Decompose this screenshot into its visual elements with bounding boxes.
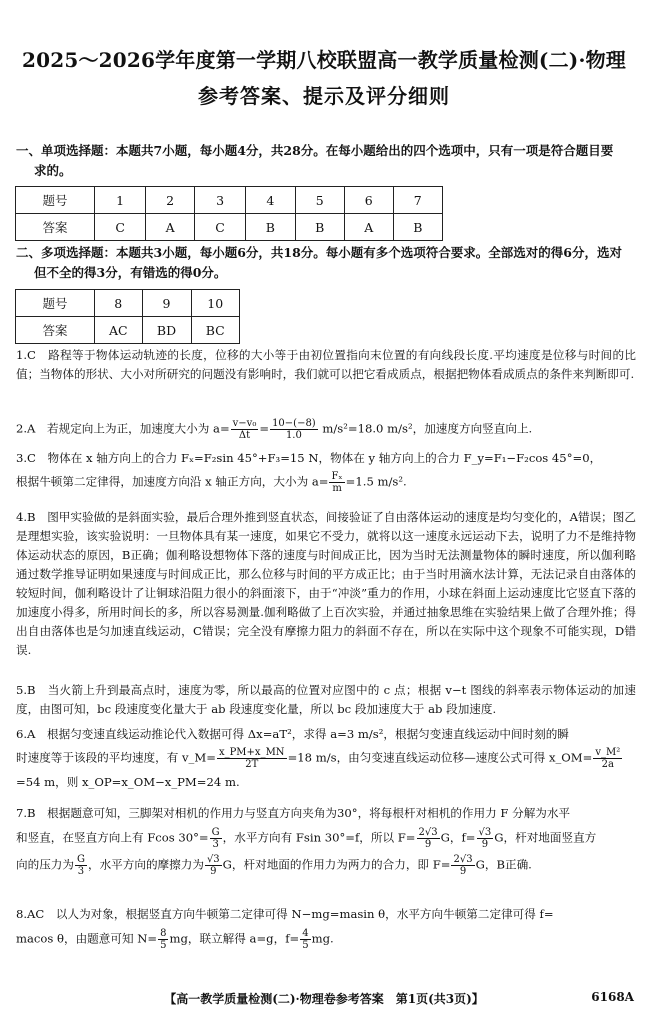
text-run: =	[259, 421, 270, 436]
denominator: 1.0	[285, 430, 302, 441]
text-line: 3.C 物体在 x 轴方向上的合力 Fₓ=F₂sin 45°+F₃=15 N，物体在 y 轴方向上的合力 F_y=F₁−F₂cos 45°=0，	[16, 451, 602, 465]
text-run: 和竖直，在竖直方向上有 Fcos 30°=	[16, 830, 209, 845]
text-run: 2.A 若规定向上为正，加速度大小为 a=	[16, 421, 230, 436]
numerator: √3	[478, 827, 492, 838]
text-run: 时速度等于该段的平均速度，有 v_M=	[16, 750, 216, 765]
question-number: 9	[142, 290, 191, 317]
answer-cell: A	[344, 214, 393, 241]
document-title: 2025～2026学年度第一学期八校联盟高一教学质量检测(二)·物理	[21, 48, 627, 72]
numerator: v−v₀	[232, 418, 257, 429]
explanation-8	[16, 905, 636, 951]
fraction	[593, 747, 622, 770]
question-number: 1	[95, 187, 146, 214]
denominator: 9	[459, 866, 467, 877]
fraction	[417, 827, 440, 850]
question-number: 7	[393, 187, 442, 214]
numerator: 2√3	[418, 827, 438, 838]
page-footer: 【高一教学质量检测(二)·物理卷参考答案 第1页(共3页)】	[164, 992, 484, 1006]
row-label-answer: 答案	[16, 317, 95, 344]
text-run: ，水平方向有 Fsin 30°=f，所以 F=	[222, 830, 416, 845]
explanation-3	[16, 449, 636, 494]
denominator: 3	[77, 866, 85, 877]
denominator: 5	[302, 940, 309, 951]
table-row	[16, 187, 443, 214]
text-run: G，杆对地面竖直方	[494, 830, 597, 845]
section2-heading	[16, 243, 638, 283]
question-number: 5	[295, 187, 344, 214]
explanation-6	[16, 725, 636, 792]
text-run: G，杆对地面的作用力为两力的合力，即 F=	[222, 857, 451, 872]
text-line	[16, 471, 636, 494]
answer-cell: B	[393, 214, 442, 241]
document-code: 6168A	[591, 990, 634, 1004]
section1-answer-table	[15, 186, 443, 241]
text-run: ，水平方向的摩擦力为	[87, 857, 204, 872]
explanation-2	[16, 418, 636, 441]
explanation-5: 5.B 当火箭上升到最高点时，速度为零，所以最高的位置对应图中的 c 点；根据 v−t 图线的斜率表示物体运动的加速度，由图可知，bc 段速度变化量大于 ab 段速度变化量，所以 bc 段加速度大于 ab 段加速度.	[16, 683, 636, 716]
numerator: 4	[302, 928, 309, 939]
question-number: 2	[146, 187, 195, 214]
numerator: 8	[160, 928, 167, 939]
denominator: 2a	[601, 759, 614, 770]
answer-cell: A	[146, 214, 195, 241]
fraction	[231, 418, 259, 441]
question-number: 4	[246, 187, 295, 214]
fraction	[217, 747, 287, 770]
question-number: 3	[194, 187, 245, 214]
answer-cell: C	[194, 214, 245, 241]
denominator: m	[332, 483, 342, 494]
answer-cell: BD	[142, 317, 191, 344]
fraction	[75, 854, 87, 877]
text-run: mg，联立解得 a=g，f=	[169, 931, 300, 946]
fraction	[270, 418, 318, 441]
table-row	[16, 214, 443, 241]
text-line: 8.AC 以人为对象，根据竖直方向牛顿第二定律可得 N−mg=masin θ，水平方向牛顿第二定律可得 f=	[16, 907, 554, 921]
text-run: macos θ，由题意可知 N=	[16, 931, 158, 946]
text-line	[16, 827, 636, 850]
numerator: x_PM+x_MN	[218, 747, 285, 758]
section2-line1: 二、多项选择题：本题共3小题，每小题6分，共18分。每小题有多个选项符合要求。全部选对的得6分，选对	[16, 245, 622, 260]
text-run: G，B正确.	[475, 857, 532, 872]
section1-heading	[16, 141, 638, 181]
denominator: 3	[212, 839, 219, 850]
text-run: mg.	[311, 931, 334, 946]
text-line	[16, 747, 636, 770]
numerator: 10−(−8)	[272, 418, 316, 429]
answer-cell: B	[246, 214, 295, 241]
question-number: 6	[344, 187, 393, 214]
denominator: Δt	[238, 430, 251, 441]
denominator: 2T	[245, 759, 259, 770]
text-line	[16, 928, 636, 951]
fraction	[210, 827, 222, 850]
fraction	[300, 928, 310, 951]
section2-answer-table	[15, 289, 240, 344]
fraction	[451, 854, 474, 877]
row-label-question: 题号	[16, 290, 95, 317]
text-run: 根据牛顿第二定律得，加速度方向沿 x 轴正方向，大小为 a=	[16, 474, 329, 489]
numerator: √3	[206, 854, 220, 865]
denominator: 9	[210, 866, 217, 877]
table-row	[16, 317, 240, 344]
text-line: 6.A 根据匀变速直线运动推论代入数据可得 Δx=aT²，求得 a=3 m/s²，根据匀变速直线运动中间时刻的瞬	[16, 727, 569, 741]
numerator: 2√3	[453, 854, 473, 865]
section1-line2: 求的。	[34, 163, 72, 178]
table-row	[16, 290, 240, 317]
fraction	[205, 854, 222, 877]
row-label-answer: 答案	[16, 214, 95, 241]
numerator: G	[211, 827, 220, 838]
row-label-question: 题号	[16, 187, 95, 214]
fraction	[329, 471, 344, 494]
text-line	[16, 854, 636, 877]
numerator: G	[76, 854, 85, 865]
numerator: v_M²	[595, 747, 621, 758]
answer-cell: AC	[95, 317, 143, 344]
answer-cell: C	[95, 214, 146, 241]
denominator: 5	[160, 940, 167, 951]
fraction	[158, 928, 168, 951]
text-run: G，f=	[440, 830, 476, 845]
question-number: 10	[191, 290, 239, 317]
text-run: 向的压力为	[16, 857, 74, 872]
text-run: =18 m/s，由匀变速直线运动位移—速度公式可得 x_OM=	[287, 750, 593, 765]
text-line: =54 m，则 x_OP=x_OM−x_PM=24 m.	[16, 775, 240, 789]
answer-cell: B	[295, 214, 344, 241]
text-run: m/s²=18.0 m/s²，加速度方向竖直向上.	[318, 421, 533, 436]
text-run: =1.5 m/s².	[345, 474, 407, 489]
denominator: 9	[481, 839, 489, 850]
explanation-1: 1.C 路程等于物体运动轨迹的长度，位移的大小等于由初位置指向末位置的有向线段长度.平均速度是位移与时间的比值；当物体的形状、大小对所研究的问题没有影响时，我们就可以把它看成质点，根据把物体看成质点的条件来判断即可.	[16, 348, 636, 381]
section1-line1: 一、单项选择题：本题共7小题，每小题4分，共28分。在每小题给出的四个选项中，只有一项是符合题目要	[16, 143, 614, 158]
question-number: 8	[95, 290, 143, 317]
section2-line2: 但不全的得3分，有错选的得0分。	[34, 265, 227, 280]
explanation-4: 4.B 图甲实验做的是斜面实验，最后合理外推到竖直状态，间接验证了自由落体运动的速度是均匀变化的，A错误；图乙是理想实验，该实验说明：一旦物体具有某一速度，如果它不受力，就将以这一速度永远运动下去，说明了力不是维持物体运动状态的原因，B正确；伽利略设想物体下落的速度与时间成正比，因为当时无法测量物体的瞬时速度，所以伽利略通过数学推导证明如果速度与时间成正比，那么位移与时间的平方成正比；由于当时用滴水法计算，无法记录自由落体的较短时间，伽利略设计了让铜球沿阻力很小的斜面滚下，由于“冲淡”重力的作用，小球在斜面上运动速度比它竖直下落的加速度小得多，所用时间长的多，所以容易测量.伽利略做了上百次实验，并通过抽象思维在实验结果上做了合理外推；得出自由落体也是匀加速直线运动，C错误；完全没有摩擦力阻力的斜面不存在，所以在实际中这个现象不可能实现，D错误.	[16, 510, 636, 657]
answer-cell: BC	[191, 317, 239, 344]
denominator: 9	[424, 839, 432, 850]
fraction	[477, 827, 494, 850]
numerator: Fₓ	[331, 471, 343, 482]
text-line: 7.B 根据题意可知，三脚架对相机的作用力与竖直方向夹角为30°，将每根杆对相机的作用力 F 分解为水平	[16, 806, 571, 820]
explanation-7	[16, 804, 636, 877]
document-subtitle: 参考答案、提示及评分细则	[198, 84, 450, 108]
